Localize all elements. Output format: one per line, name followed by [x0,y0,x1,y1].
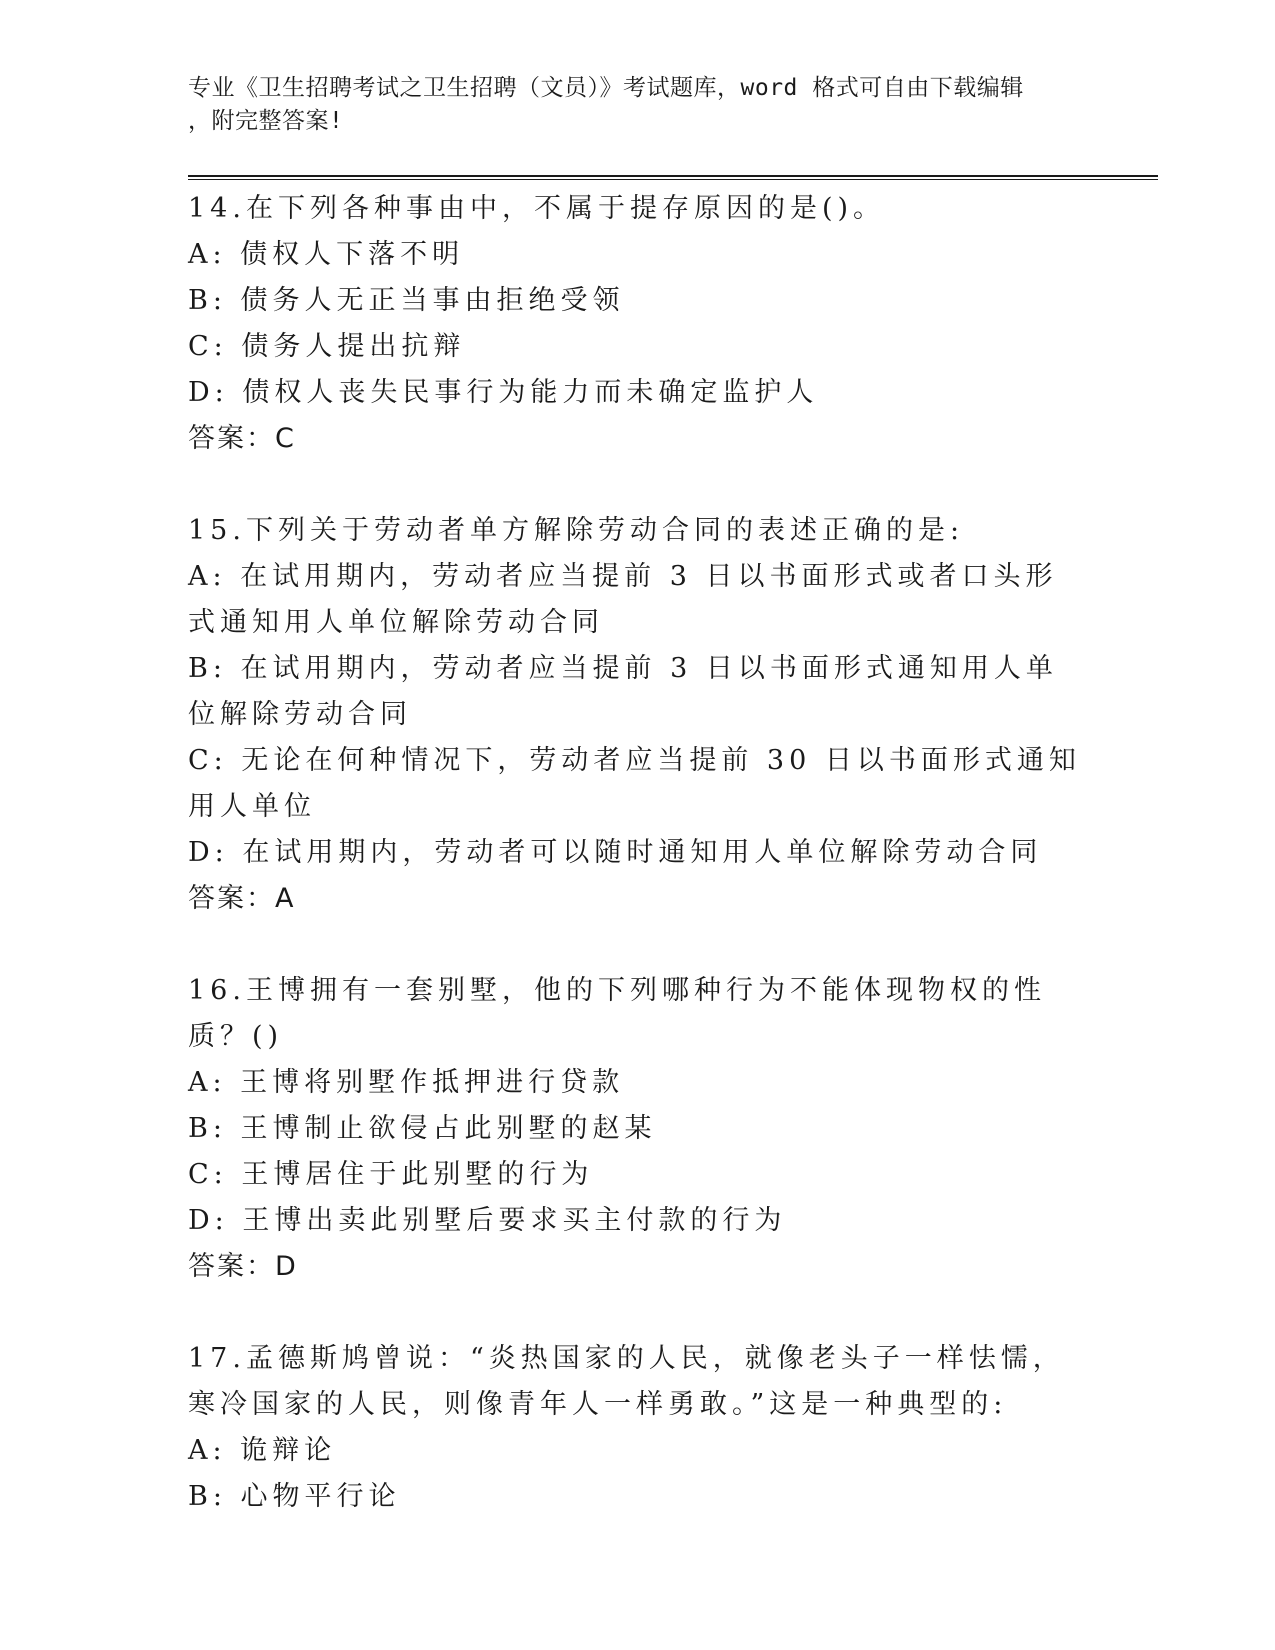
answer-line: 答案：D [188,1251,298,1282]
header-line-2: ，附完整答案! [188,108,344,134]
option-b: B: 心物平行论 [188,1481,401,1512]
header-divider [188,175,1158,180]
question-stem: 14.在下列各种事由中，不属于提存原因的是()。 [188,193,886,224]
document-header [188,72,1088,138]
question-stem: 17.孟德斯鸠曾说：“炎热国家的人民，就像老头子一样怯懦，寒冷国家的人民，则像青年人一样勇敢。”这是一种典型的: [188,1343,1065,1420]
answer-line: 答案：A [188,883,296,914]
header-line-1: 专业《卫生招聘考试之卫生招聘（文员）》考试题库，word 格式可自由下载编辑 [188,75,1024,101]
question-spacer [188,462,1088,508]
option-c: C: 债务人提出抗辩 [188,331,466,362]
question-list [188,186,1088,1520]
question-15 [188,508,1088,922]
question-stem: 15.下列关于劳动者单方解除劳动合同的表述正确的是: [188,515,965,546]
option-c: C: 王博居住于此别墅的行为 [188,1159,594,1190]
option-d: D: 债权人丧失民事行为能力而未确定监护人 [188,377,819,408]
question-spacer [188,922,1088,968]
option-b: B: 在试用期内，劳动者应当提前 3 日以书面形式通知用人单位解除劳动合同 [188,653,1058,730]
option-a: A: 王博将别墅作抵押进行贷款 [188,1067,625,1098]
option-b: B: 王博制止欲侵占此别墅的赵某 [188,1113,657,1144]
question-16 [188,968,1088,1290]
option-b: B: 债务人无正当事由拒绝受领 [188,285,625,316]
option-d: D: 王博出卖此别墅后要求买主付款的行为 [188,1205,787,1236]
option-a: A: 诡辩论 [188,1435,337,1466]
option-d: D: 在试用期内，劳动者可以随时通知用人单位解除劳动合同 [188,837,1043,868]
question-14 [188,186,1088,462]
option-c: C: 无论在何种情况下，劳动者应当提前 30 日以书面形式通知用人单位 [188,745,1081,822]
question-17 [188,1336,1088,1520]
option-a: A: 在试用期内，劳动者应当提前 3 日以书面形式或者口头形式通知用人单位解除劳动合同 [188,561,1058,638]
question-spacer [188,1290,1088,1336]
answer-line: 答案：C [188,423,296,454]
option-a: A: 债权人下落不明 [188,239,465,270]
question-stem: 16.王博拥有一套别墅，他的下列哪种行为不能体现物权的性质？() [188,975,1046,1052]
